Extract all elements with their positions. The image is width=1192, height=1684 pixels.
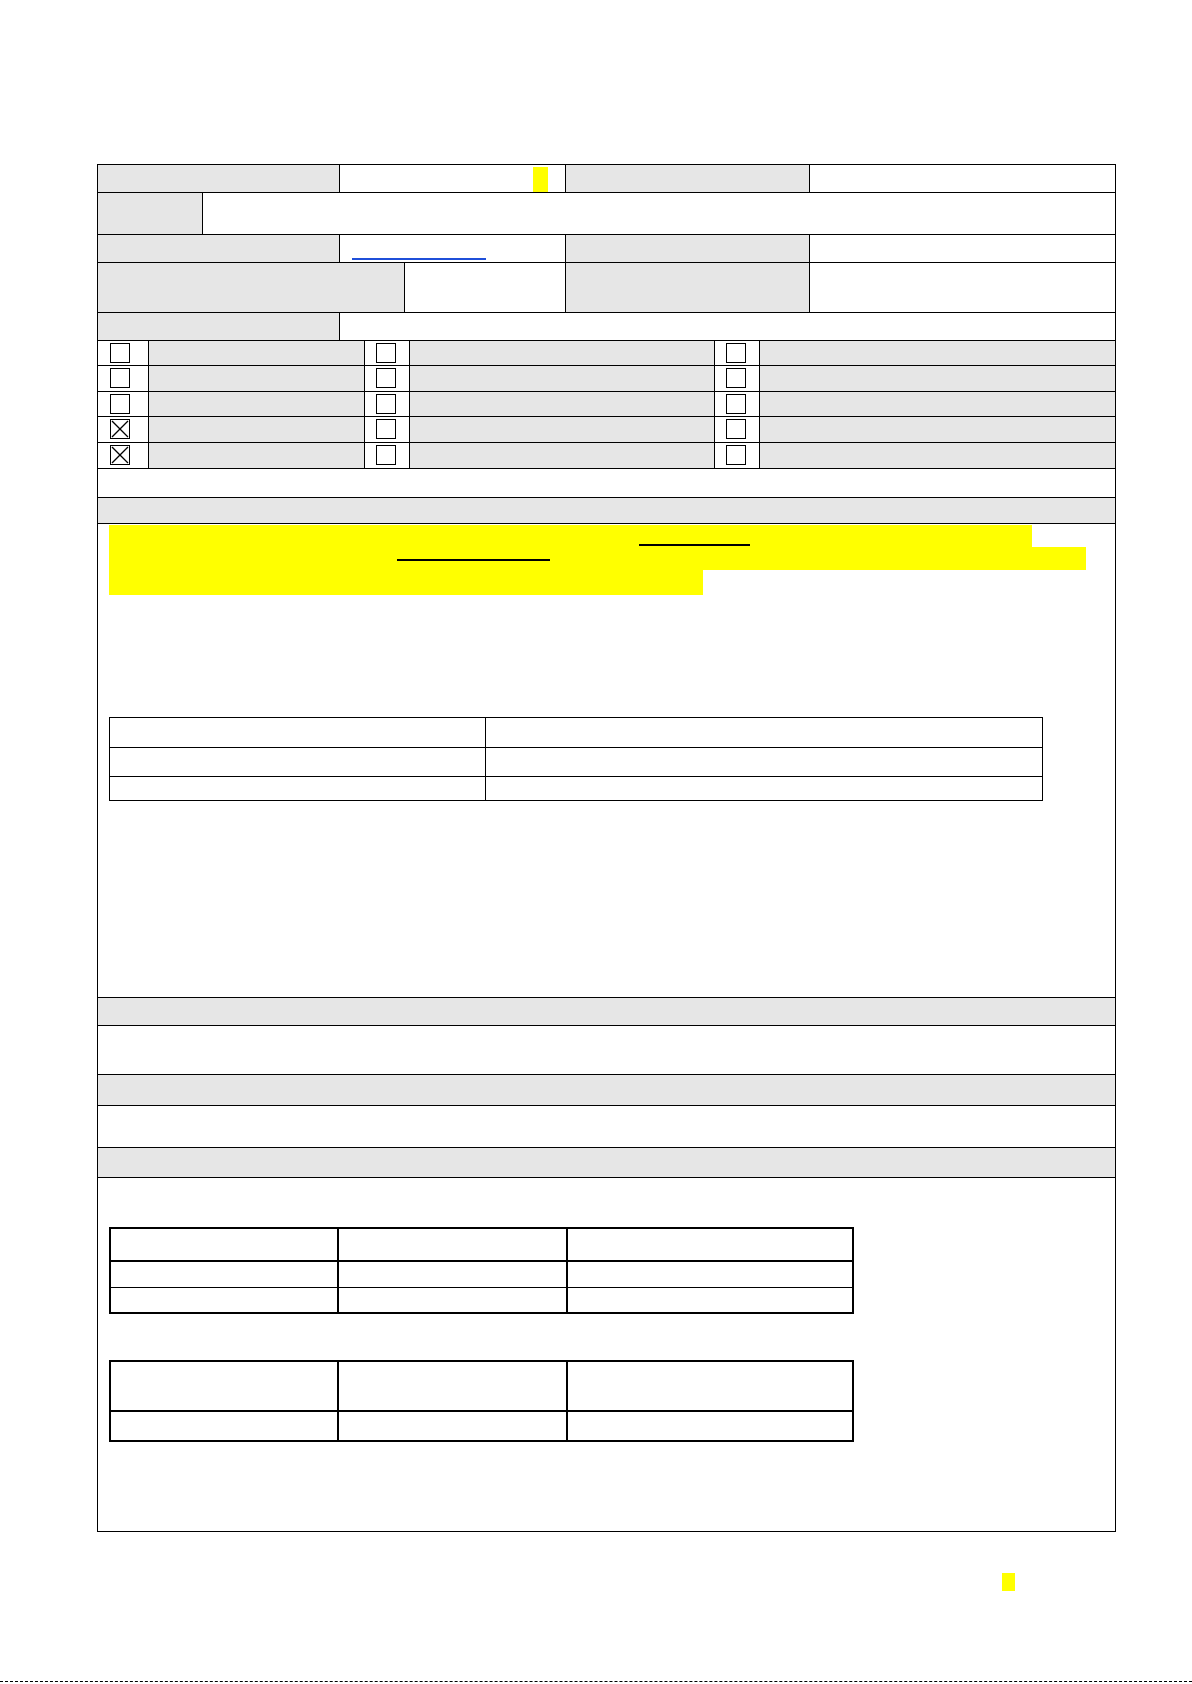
checkbox-label-cell bbox=[149, 443, 364, 468]
checkbox[interactable] bbox=[376, 394, 396, 414]
table-border bbox=[109, 1360, 854, 1442]
value-cell-r3c4[interactable] bbox=[809, 234, 1115, 262]
checkbox-label-cell bbox=[760, 392, 1115, 416]
inner-table-3 bbox=[109, 1360, 854, 1442]
table-cell bbox=[485, 717, 1043, 748]
checkbox-label-cell bbox=[149, 392, 364, 416]
header-cell-r1c1 bbox=[98, 165, 339, 192]
section-body bbox=[98, 1025, 1115, 1074]
header-cell-r4c3 bbox=[565, 262, 809, 312]
table-cell bbox=[109, 717, 486, 748]
checkbox[interactable] bbox=[110, 343, 130, 363]
value-cell-r2c2[interactable] bbox=[202, 192, 1115, 234]
value-cell-r4c4[interactable] bbox=[809, 262, 1115, 312]
checkbox[interactable] bbox=[376, 419, 396, 439]
inner-table-2 bbox=[109, 1227, 854, 1314]
table-rule bbox=[109, 1260, 854, 1262]
section-header-bar bbox=[98, 1147, 1115, 1177]
section-header-bar bbox=[98, 1074, 1115, 1105]
checkbox-label-cell bbox=[149, 341, 364, 365]
checkbox-label-cell bbox=[760, 366, 1115, 391]
checkbox[interactable] bbox=[726, 394, 746, 414]
section-header-bar bbox=[98, 497, 1115, 523]
checkbox-label-cell bbox=[760, 417, 1115, 442]
checkbox-label-cell bbox=[760, 341, 1115, 365]
value-cell-r1c4[interactable] bbox=[809, 165, 1115, 192]
checkbox-grid bbox=[98, 340, 1115, 468]
highlighted-text-line-3 bbox=[109, 570, 703, 595]
header-cell-r4c1 bbox=[98, 262, 404, 312]
table-cell bbox=[485, 776, 1043, 801]
checkbox[interactable] bbox=[726, 445, 746, 465]
checkbox[interactable] bbox=[376, 343, 396, 363]
highlighted-text-line-2 bbox=[109, 547, 1086, 570]
value-cell-r4c2[interactable] bbox=[404, 262, 565, 312]
section-header-bar bbox=[98, 997, 1115, 1025]
header-cell-r3c3 bbox=[565, 234, 809, 262]
checkbox-label-cell bbox=[410, 417, 714, 442]
table-rule bbox=[337, 1360, 339, 1442]
checkbox-label-cell bbox=[410, 366, 714, 391]
checkbox[interactable] bbox=[110, 368, 130, 388]
checkbox-label-cell bbox=[410, 392, 714, 416]
inner-table-1 bbox=[109, 717, 1043, 801]
page-bottom-rule bbox=[0, 1681, 1192, 1682]
header-cell-r3c1 bbox=[98, 234, 339, 262]
value-cell-r1c2[interactable] bbox=[339, 165, 565, 192]
checkbox[interactable] bbox=[726, 419, 746, 439]
table-rule bbox=[109, 1287, 854, 1288]
checkbox-checked[interactable] bbox=[110, 445, 130, 465]
checkbox[interactable] bbox=[376, 368, 396, 388]
underlined-link-2[interactable] bbox=[397, 559, 550, 561]
underlined-link-1[interactable] bbox=[639, 544, 750, 546]
checkbox-checked[interactable] bbox=[110, 419, 130, 439]
email-link[interactable] bbox=[352, 258, 486, 260]
table-rule bbox=[109, 1410, 854, 1412]
checkbox-label-cell bbox=[149, 417, 364, 442]
table-cell bbox=[109, 776, 486, 801]
checkbox[interactable] bbox=[110, 394, 130, 414]
header-cell-r5c1 bbox=[98, 312, 339, 340]
checkbox-label-cell bbox=[760, 443, 1115, 468]
footer-highlight-mark bbox=[1002, 1573, 1015, 1591]
header-cell-r1c3 bbox=[565, 165, 809, 192]
blank-row bbox=[98, 468, 1115, 497]
table-rule bbox=[566, 1227, 568, 1314]
table-rule bbox=[566, 1360, 568, 1442]
value-cell-r5c2[interactable] bbox=[339, 312, 1115, 340]
highlighted-text-line-1 bbox=[109, 525, 1032, 547]
table-rule bbox=[337, 1227, 339, 1314]
checkbox-label-cell bbox=[410, 443, 714, 468]
highlight-mark bbox=[533, 167, 548, 192]
checkbox[interactable] bbox=[376, 445, 396, 465]
checkbox-label-cell bbox=[149, 366, 364, 391]
section-body bbox=[98, 1105, 1115, 1147]
checkbox[interactable] bbox=[726, 368, 746, 388]
header-cell-r2c1 bbox=[98, 192, 202, 234]
checkbox[interactable] bbox=[726, 343, 746, 363]
checkbox-label-cell bbox=[410, 341, 714, 365]
table-border bbox=[109, 1227, 854, 1314]
table-cell bbox=[485, 747, 1043, 777]
table-cell bbox=[109, 747, 486, 777]
